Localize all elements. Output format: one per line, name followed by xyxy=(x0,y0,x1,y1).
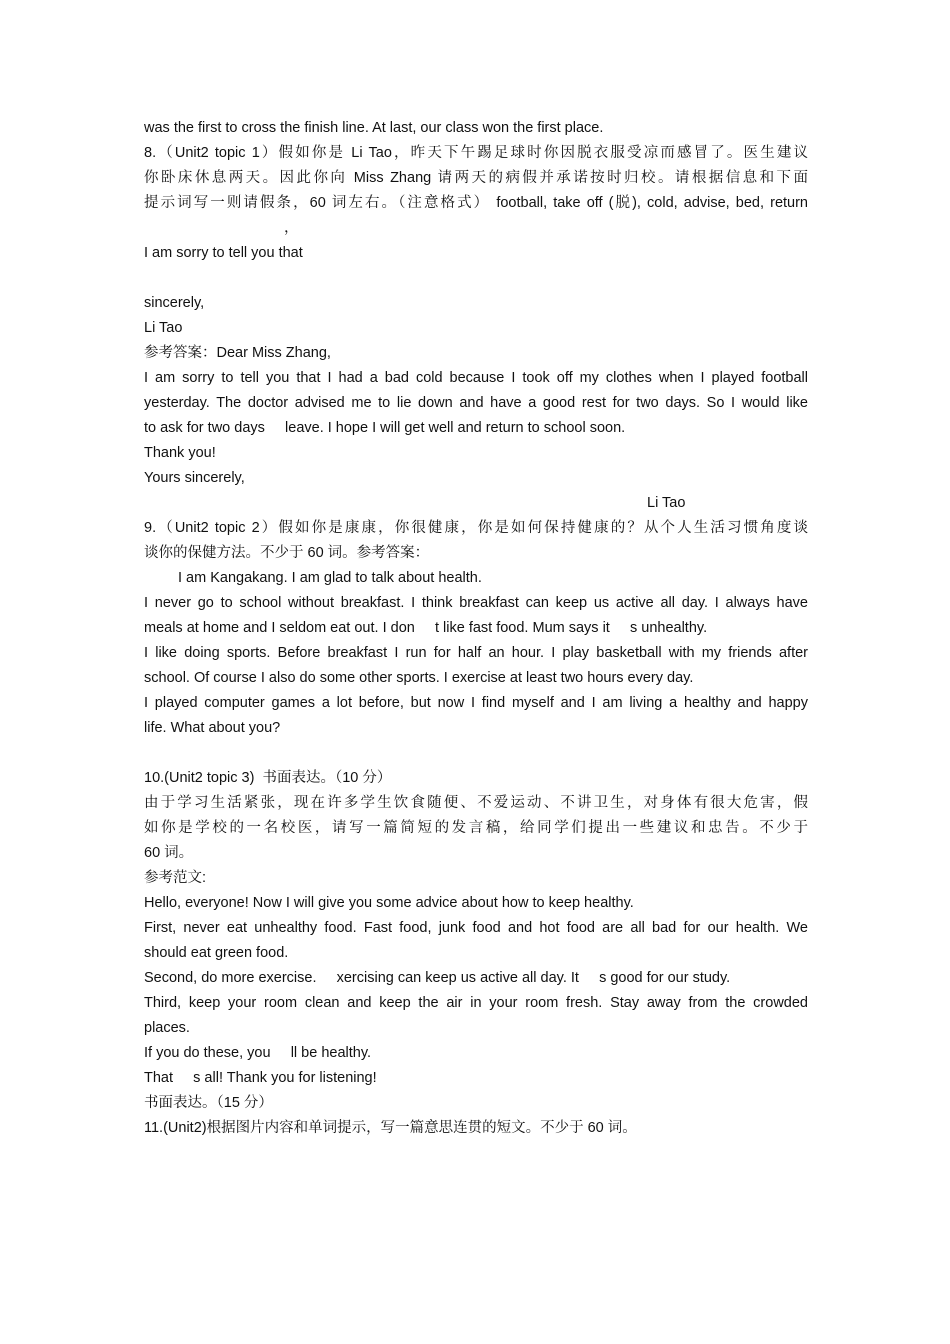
text-line: ， xyxy=(284,220,299,236)
text-line: school. Of course I also do some other sports. I exercise at least two hours every day. xyxy=(144,670,694,686)
text-line: Hello, everyone! Now I will give you some advice about how to keep healthy. xyxy=(144,895,634,911)
question-9-heading: 9.（Unit2 topic 2）假如你是康康，你很健康，你是如何保持健康的？从个人生活习惯角度谈 xyxy=(144,520,808,536)
text-line: Second, do more exercise. xercising can keep us active all day. It s good for our study. xyxy=(144,970,731,986)
text-line: Third, keep your room clean and keep the air in your room fresh. Stay away from the crowded xyxy=(144,995,808,1011)
text-line: Li Tao xyxy=(144,320,183,336)
text-line: First, never eat unhealthy food. Fast food, junk food and hot food are all bad for our health. We xyxy=(144,920,808,936)
text-line: 如你是学校的一名校医，请写一篇简短的发言稿，给同学们提出一些建议和忠告。不少于 xyxy=(144,820,808,836)
text-line: I like doing sports. Before breakfast I run for half an hour. I play basketball with my friends after xyxy=(144,645,808,661)
text-line: should eat green food. xyxy=(144,945,289,961)
text-line: places. xyxy=(144,1020,190,1036)
text-line: life. What about you? xyxy=(144,720,281,736)
text-line: That s all! Thank you for listening! xyxy=(144,1070,377,1086)
text-line: was the first to cross the finish line. At last, our class won the first place. xyxy=(144,120,604,136)
blank-line xyxy=(144,741,808,766)
text-line: I played computer games a lot before, but now I find myself and I am living a healthy and happy xyxy=(144,695,808,711)
text-line: I am sorry to tell you that I had a bad cold because I took off my clothes when I played football xyxy=(144,370,808,386)
text-line: yesterday. The doctor advised me to lie down and have a good rest for two days. So I would like xyxy=(144,395,808,411)
text-line: to ask for two days leave. I hope I will get well and return to school soon. xyxy=(144,420,626,436)
question-10-heading: 10.(Unit2 topic 3) 书面表达。（10 分） xyxy=(144,770,392,786)
text-line: I am sorry to tell you that xyxy=(144,245,303,261)
signature-line: Li Tao xyxy=(647,495,686,511)
writing-label: 书面表达。（15 分） xyxy=(144,1095,273,1111)
question-8-heading: 8.（Unit2 topic 1）假如你是 Li Tao，昨天下午踢足球时你因脱衣服受凉而感冒了。医生建议 xyxy=(144,145,808,161)
text-line: Yours sincerely, xyxy=(144,470,245,486)
text-line: 60 词。 xyxy=(144,845,194,861)
text-line: sincerely, xyxy=(144,295,205,311)
text-line: meals at home and I seldom eat out. I don t like fast food. Mum says it s unhealthy. xyxy=(144,620,708,636)
answer-label: 参考答案：Dear Miss Zhang, xyxy=(144,345,331,361)
question-11-heading: 11.(Unit2)根据图片内容和单词提示，写一篇意思连贯的短文。不少于 60 词。 xyxy=(144,1120,637,1136)
text-line: 你卧床休息两天。因此你向 Miss Zhang 请两天的病假并承诺按时归校。请根据信息和下面 xyxy=(144,170,808,186)
text-line: I am Kangakang. I am glad to talk about health. xyxy=(178,570,482,586)
text-line: Thank you! xyxy=(144,445,216,461)
text-line: If you do these, you ll be healthy. xyxy=(144,1045,372,1061)
text-line: 由于学习生活紧张，现在许多学生饮食随便、不爱运动、不讲卫生，对身体有很大危害，假 xyxy=(144,795,808,811)
text-line: 谈你的保健方法。不少于 60 词。参考答案： xyxy=(144,545,430,561)
text-line: I never go to school without breakfast. I think breakfast can keep us active all day. I always have xyxy=(144,595,808,611)
document-page xyxy=(144,116,808,1141)
text-line: 提示词写一则请假条，60 词左右。（注意格式） football, take off (脱), cold, advise, bed, return xyxy=(144,195,808,211)
blank-line xyxy=(144,266,808,291)
sample-label: 参考范文: xyxy=(144,870,207,886)
